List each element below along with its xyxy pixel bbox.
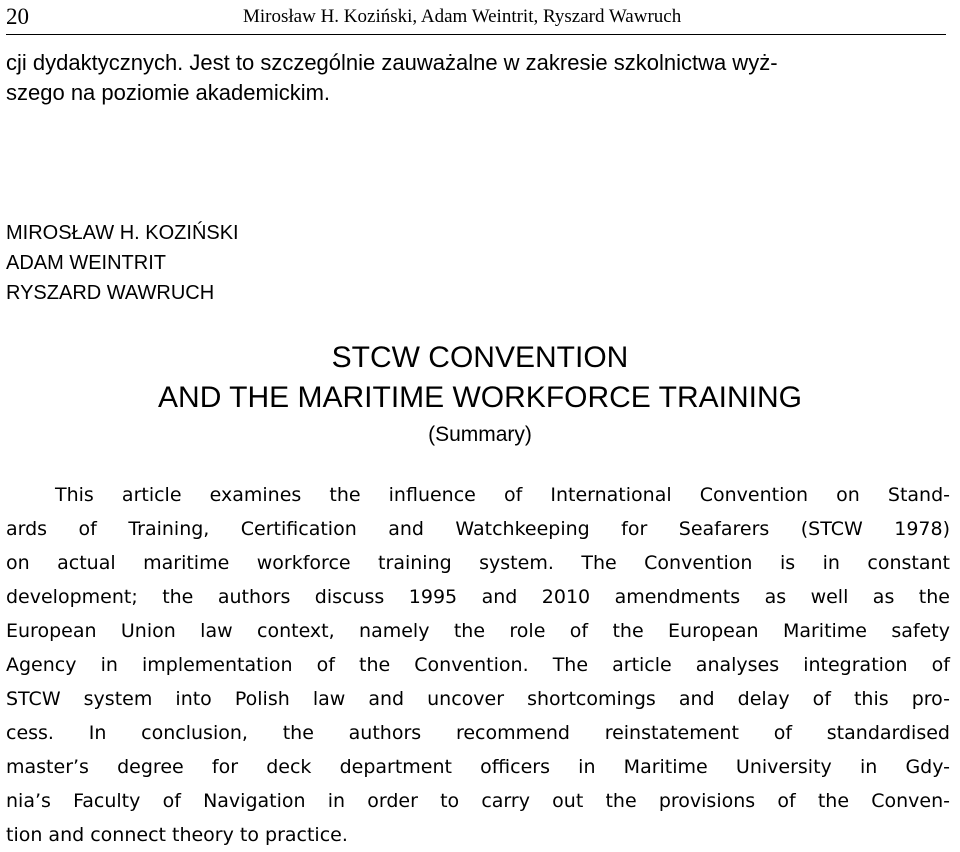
intro-line: cji dydaktycznych. Jest to szczególnie zauważalne w zakresie szkolnictwa wyż- bbox=[6, 50, 778, 75]
author-name: MIROSŁAW H. KOZIŃSKI bbox=[6, 222, 239, 244]
summary-line: Agency in implementation of the Convention. The article analyses integration of bbox=[6, 654, 950, 676]
intro-line: szego na poziomie akademickim. bbox=[6, 80, 331, 105]
author-name: ADAM WEINTRIT bbox=[6, 252, 166, 274]
author-list bbox=[6, 218, 239, 308]
article-title-block bbox=[0, 338, 960, 450]
page-number: 20 bbox=[6, 4, 29, 29]
summary-line: This article examines the influence of International Convention on Stand- bbox=[55, 484, 950, 506]
intro-paragraph bbox=[6, 48, 950, 108]
summary-line: ards of Training, Certification and Watchkeeping for Seafarers (STCW 1978) bbox=[6, 518, 950, 540]
page-header bbox=[6, 4, 946, 35]
summary-line: STCW system into Polish law and uncover shortcomings and delay of this pro- bbox=[6, 688, 950, 710]
summary-line: nia’s Faculty of Navigation in order to carry out the provisions of the Conven- bbox=[6, 790, 950, 812]
running-head: Mirosław H. Koziński, Adam Weintrit, Ryszard Wawruch bbox=[243, 6, 682, 27]
summary-line: on actual maritime workforce training system. The Convention is in constant bbox=[6, 552, 950, 574]
summary-line: development; the authors discuss 1995 and 2010 amendments as well as the bbox=[6, 586, 950, 608]
author-name: RYSZARD WAWRUCH bbox=[6, 282, 215, 304]
summary-paragraph bbox=[6, 478, 950, 852]
summary-heading: (Summary) bbox=[428, 423, 532, 446]
summary-line: European Union law context, namely the role of the European Maritime safety bbox=[6, 620, 950, 642]
article-title-line-1: STCW CONVENTION bbox=[331, 341, 629, 374]
article-title-line-2: AND THE MARITIME WORKFORCE TRAINING bbox=[158, 381, 802, 414]
summary-line: tion and connect theory to practice. bbox=[6, 824, 348, 846]
summary-line: cess. In conclusion, the authors recommend reinstatement of standardised bbox=[6, 722, 950, 744]
summary-line: master’s degree for deck department officers in Maritime University in Gdy- bbox=[6, 756, 950, 778]
